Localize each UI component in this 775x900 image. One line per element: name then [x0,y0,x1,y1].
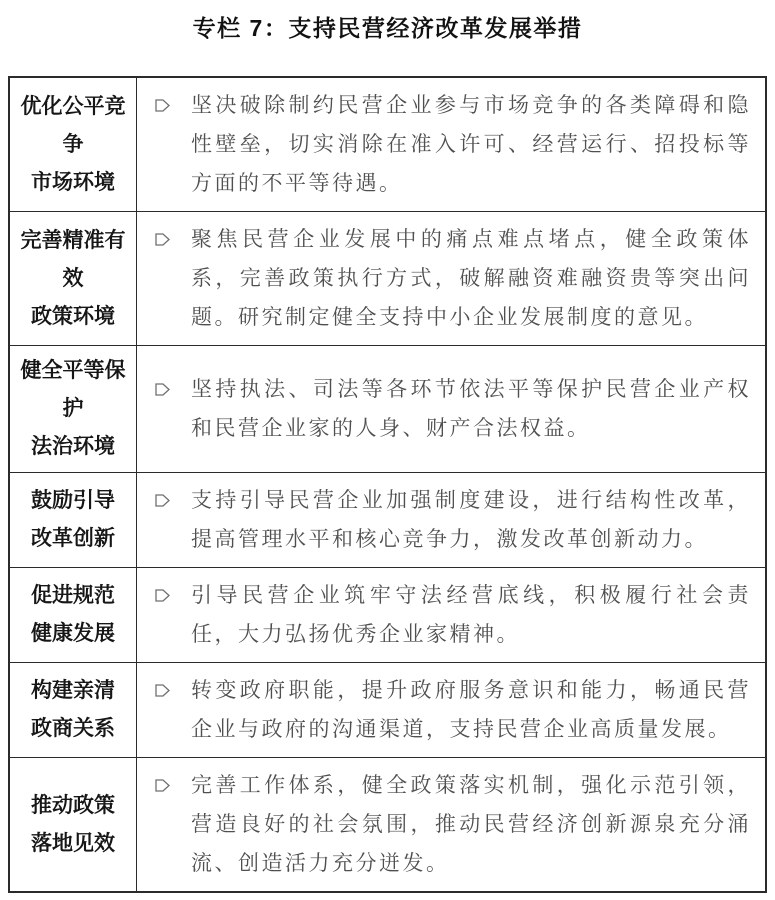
table-row [9,473,766,568]
table-row [9,758,766,893]
measure-text: 转变政府职能，提升政府服务意识和能力，畅通民营企业与政府的沟通渠道，支持民营企业高质量发展。 [191,678,751,741]
measure-text: 聚焦民营企业发展中的痛点难点堵点，健全政策体系，完善政策执行方式，破解融资难融资贵等突出问题。研究制定健全支持中小企业发展制度的意见。 [191,227,751,329]
category-label-line: 构建亲清 [31,679,115,702]
measure-text: 完善工作体系，健全政策落实机制，强化示范引领，营造良好的社会氛围，推动民营经济创新源泉充分涌流、创造活力充分迸发。 [191,773,751,875]
measure-text: 坚持执法、司法等各环节依法平等保护民营企业产权和民营企业家的人身、财产合法权益。 [191,377,751,440]
table-row [9,568,766,663]
measure-cell [137,212,767,346]
pentagon-arrow-right-icon [137,766,191,794]
category-label-line: 优化公平竞争 [20,94,126,156]
category-label-line: 完善精准有效 [20,228,126,290]
measure-text: 支持引导民营企业加强制度建设，进行结构性改革，提高管理水平和核心竞争力，激发改革创新动力。 [191,488,751,551]
category-label-line: 市场环境 [31,170,115,194]
category-cell [9,346,137,473]
category-label-line: 健全平等保护 [20,359,126,420]
category-label-line: 法治环境 [31,435,115,458]
pentagon-arrow-right-icon [137,220,191,248]
category-cell [9,663,137,758]
category-label-line: 健康发展 [31,622,115,645]
category-cell [9,568,137,663]
measure-text: 引导民营企业筑牢守法经营底线，积极履行社会责任，大力弘扬优秀企业家精神。 [191,583,751,646]
category-cell [9,473,137,568]
table-row [9,663,766,758]
pentagon-arrow-right-icon [137,671,191,699]
measure-cell [137,346,767,473]
measure-cell [137,663,767,758]
pentagon-arrow-right-icon [137,576,191,604]
category-label-line: 政策环境 [31,304,115,328]
category-label-line: 鼓励引导 [31,489,115,512]
page-title: 专栏 7：支持民营经济改革发展举措 [192,15,583,41]
category-label-line: 推动政策 [31,793,115,817]
table-row [9,346,766,473]
category-cell [9,77,137,212]
pentagon-arrow-right-icon [137,481,191,509]
measures-table [8,76,767,893]
pentagon-arrow-right-icon [137,86,191,114]
category-label-line: 政商关系 [31,717,115,740]
measure-cell [137,568,767,663]
measure-cell [137,758,767,893]
measure-cell [137,77,767,212]
category-label-line: 改革创新 [31,527,115,550]
category-label-line: 落地见效 [31,831,115,855]
category-cell [9,758,137,893]
measure-cell [137,473,767,568]
measure-text: 坚决破除制约民营企业参与市场竞争的各类障碍和隐性壁垒，切实消除在准入许可、经营运行、招投标等方面的不平等待遇。 [191,93,751,195]
table-row [9,77,766,212]
category-cell [9,212,137,346]
pentagon-arrow-right-icon [137,370,191,398]
table-row [9,212,766,346]
category-label-line: 促进规范 [31,584,115,607]
